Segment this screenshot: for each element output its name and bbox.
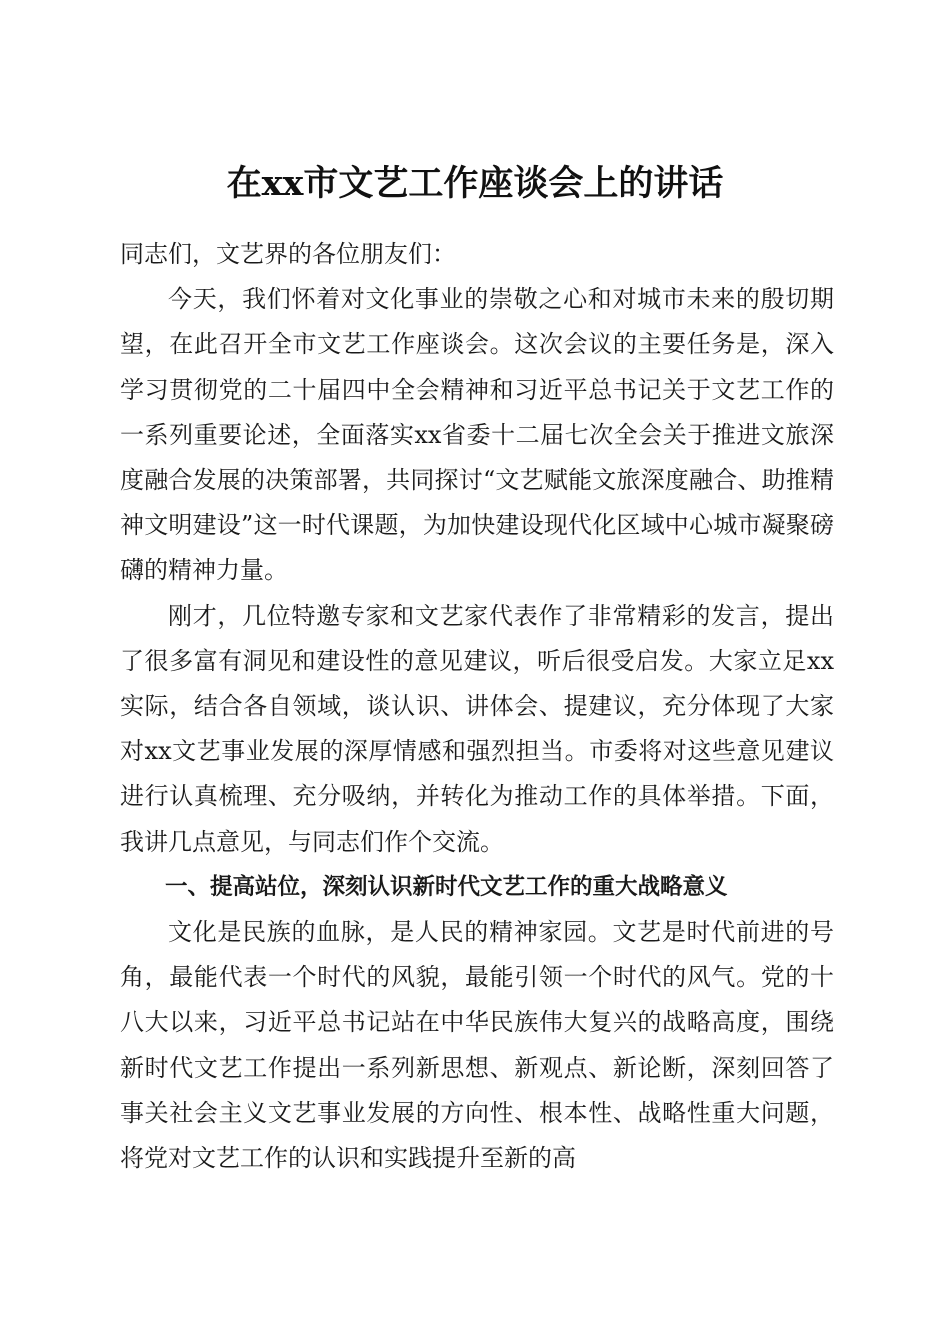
section-paragraph: 文化是民族的血脉，是人民的精神家园。文艺是时代前进的号角，最能代表一个时代的风貌，最能引领一个时代的风气。党的十八大以来，习近平总书记站在中华民族伟大复兴的战略高度，围绕新时代文艺工作提出一系列新思想、新观点、新论断，深刻回答了事关社会主义文艺事业发展的方向性、根本性、战略性重大问题，将党对文艺工作的认识和实践提升至新的高 [120, 918, 834, 1173]
salutation: 同志们，文艺界的各位朋友们： [120, 240, 456, 268]
document-body [120, 232, 834, 1181]
document-title: 在xx市文艺工作座谈会上的讲话 [226, 163, 724, 205]
paragraph-feedback: 刚才，几位特邀专家和文艺家代表作了非常精彩的发言，提出了很多富有洞见和建设性的意见建议，听后很受启发。大家立足xx实际，结合各自领域，谈认识、讲体会、提建议，充分体现了大家对xx文艺事业发展的深厚情感和强烈担当。市委将对这些意见建议进行认真梳理、充分吸纳，并转化为推动工作的具体举措。下面，我讲几点意见，与同志们作个交流。 [120, 601, 834, 856]
section-heading: 一、提高站位，深刻认识新时代文艺工作的重大战略意义 [165, 873, 728, 900]
paragraph-opening: 今天，我们怀着对文化事业的崇敬之心和对城市未来的殷切期望，在此召开全市文艺工作座谈会。这次会议的主要任务是，深入学习贯彻党的二十届四中全会精神和习近平总书记关于文艺工作的一系列重要论述，全面落实xx省委十二届七次全会关于推进文旅深度融合发展的决策部署，共同探讨“文艺赋能文旅深度融合、助推精神文明建设”这一时代课题，为加快建设现代化区域中心城市凝聚磅礴的精神力量。 [120, 285, 834, 585]
